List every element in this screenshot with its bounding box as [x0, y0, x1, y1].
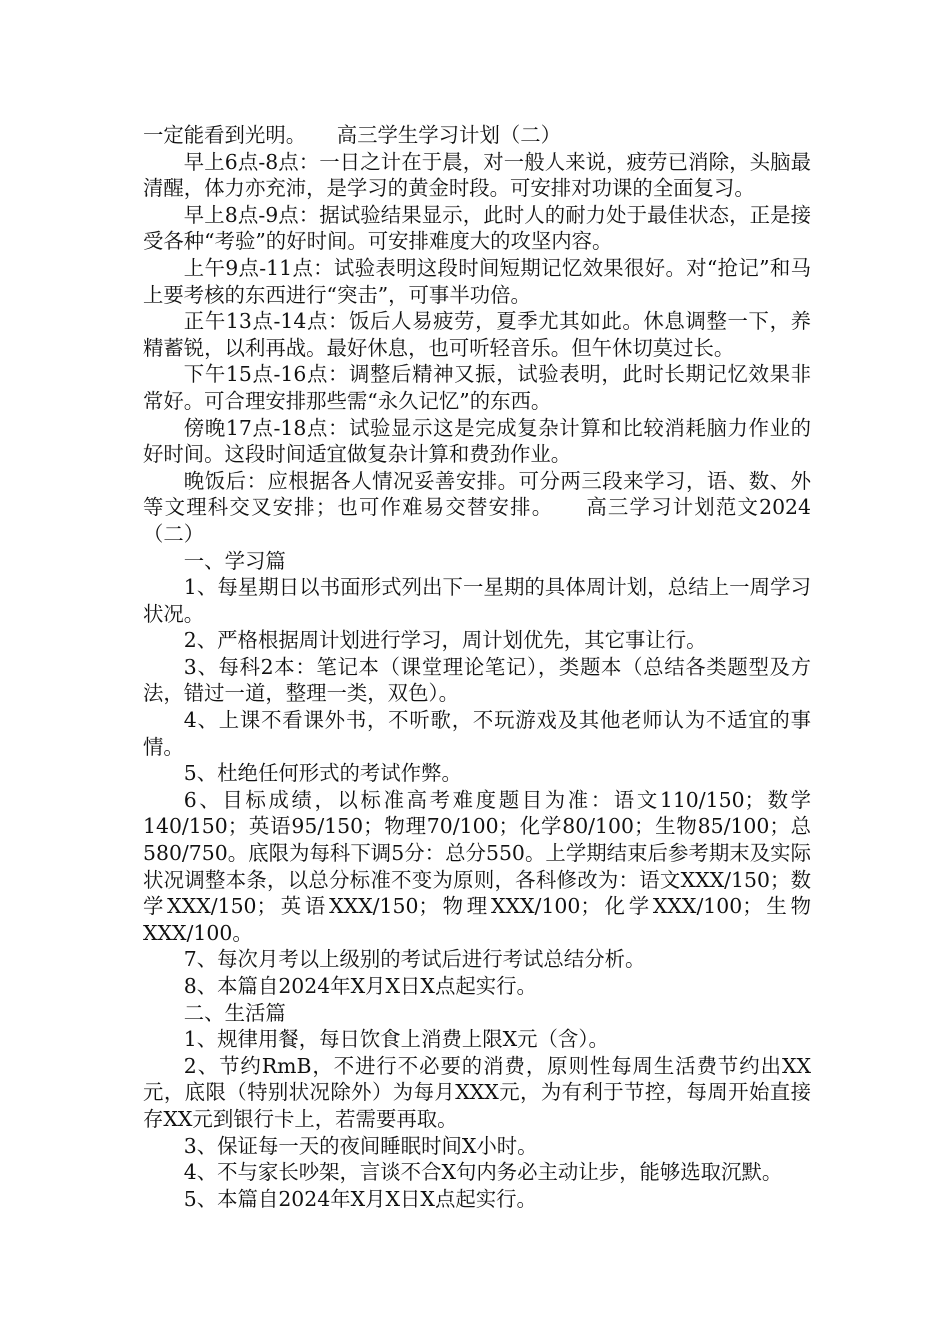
- list-item-life-2: 2、节约RmB，不进行不必要的消费，原则性每周生活费节约出XX元，底限（特别状况除外）为每月XXX元，为有利于节控，每周开始直接存XX元到银行卡上，若需要再取。: [143, 1053, 811, 1131]
- list-item-life-4: 4、不与家长吵架，言谈不合X句内务必主动让步，能够选取沉默。: [183, 1160, 783, 1185]
- document-body: [143, 122, 811, 1212]
- paragraph-morning-6-8: 早上6点-8点：一日之计在于晨，对一般人来说，疲劳已消除，头脑最清醒，体力亦充沛，是学习的黄金时段。可安排对功课的全面复习。: [143, 149, 811, 201]
- list-item-study-4: 4、上课不看课外书，不听歌，不玩游戏及其他老师认为不适宜的事情。: [143, 708, 811, 759]
- list-item-study-1: 1、每星期日以书面形式列出下一星期的具体周计划，总结上一周学习状况。: [143, 575, 811, 626]
- list-item-life-1: 1、规律用餐，每日饮食上消费上限X元（含）。: [183, 1027, 609, 1052]
- section-heading-life: 二、生活篇: [183, 1000, 286, 1025]
- paragraph-morning-9-11: 上午9点-11点：试验表明这段时间短期记忆效果很好。对“抢记”和马上要考核的东西进行“突击”，可事半功倍。: [143, 255, 811, 307]
- list-item-study-2: 2、严格根据周计划进行学习，周计划优先，其它事让行。: [183, 628, 707, 653]
- list-item-life-5: 5、本篇自2024年X月X日X点起实行。: [183, 1186, 537, 1211]
- paragraph-intro: 一定能看到光明。 高三学生学习计划（二）: [143, 123, 562, 147]
- paragraph-after-dinner: 晚饭后：应根据各人情况妥善安排。可分两三段来学习，语、数、外等文理科交叉安排；也可作难易交替安排。 高三学习计划范文2024（二）: [143, 468, 811, 546]
- list-item-study-6: 6、目标成绩，以标准高考难度题目为准：语文110/150；数学140/150；英语95/150；物理70/100；化学80/100；生物85/100；总580/750。底限为每科下调5分：总分550。上学期结束后参考期末及实际状况调整本条，以总分标准不变为原则，各科修改为：语文XXX/150；数学XXX/150；英语XXX/150；物理XXX/100；化学XXX/100；生物XXX/100。: [143, 787, 811, 945]
- list-item-study-7: 7、每次月考以上级别的考试后进行考试总结分析。: [183, 947, 646, 972]
- list-item-study-8: 8、本篇自2024年X月X日X点起实行。: [183, 974, 537, 998]
- paragraph-evening-17-18: 傍晚17点-18点：试验显示这是完成复杂计算和比较消耗脑力作业的好时间。这段时间适宜做复杂计算和费劲作业。: [143, 415, 811, 467]
- paragraph-morning-8-9: 早上8点-9点：据试验结果显示，此时人的耐力处于最佳状态，正是接受各种“考验”的好时间。可安排难度大的攻坚内容。: [143, 202, 811, 254]
- list-item-study-5: 5、杜绝任何形式的考试作弊。: [183, 761, 462, 786]
- list-item-life-3: 3、保证每一天的夜间睡眠时间X小时。: [183, 1133, 538, 1158]
- paragraph-noon-13-14: 正午13点-14点：饭后人易疲劳，夏季尤其如此。休息调整一下，养精蓄锐，以利再战。最好休息，也可听轻音乐。但午休切莫过长。: [143, 309, 811, 360]
- section-heading-study: 一、学习篇: [183, 548, 286, 573]
- list-item-study-3: 3、每科2本：笔记本（课堂理论笔记），类题本（总结各类题型及方法，错过一道，整理一类，双色）。: [143, 654, 811, 706]
- paragraph-afternoon-15-16: 下午15点-16点：调整后精神又振，试验表明，此时长期记忆效果非常好。可合理安排那些需“永久记忆”的东西。: [143, 362, 811, 413]
